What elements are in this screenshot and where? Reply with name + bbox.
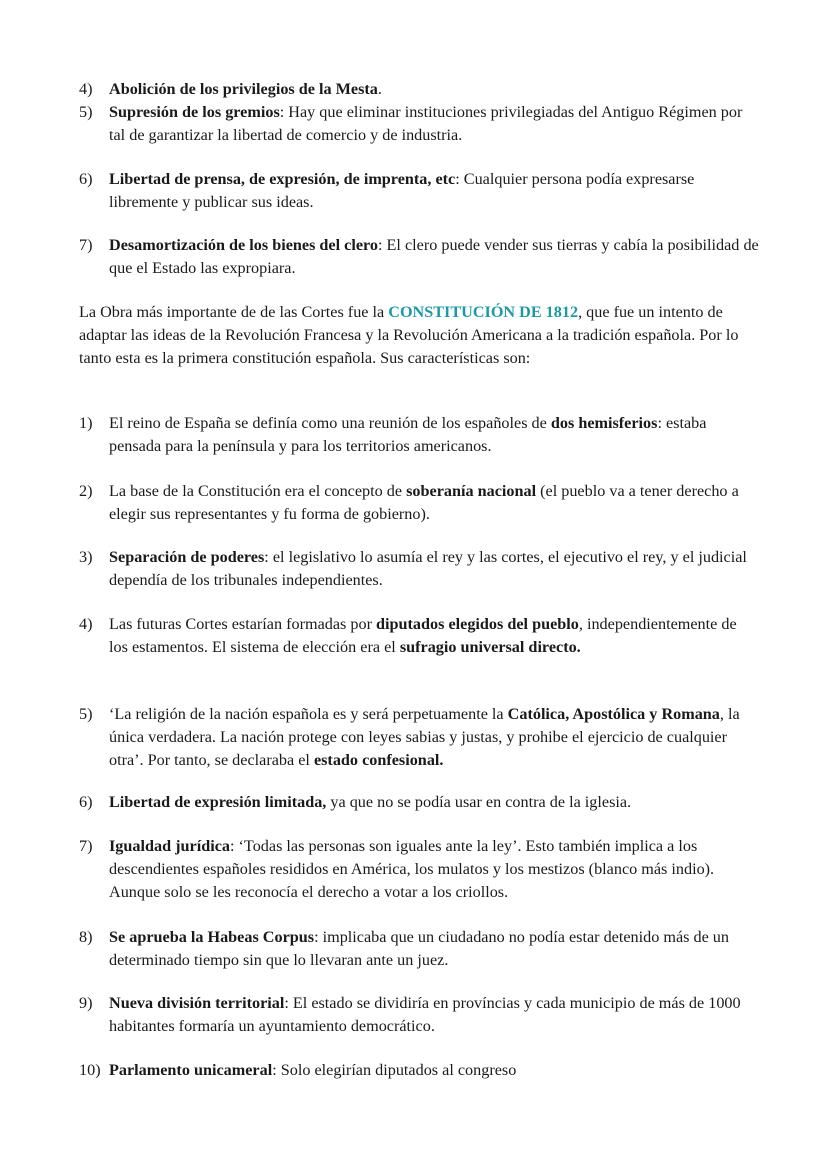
item-emphasis: Igualdad jurídica (109, 837, 230, 855)
item-emphasis: soberanía nacional (406, 482, 537, 500)
item-emphasis: Libertad de expresión limitada, (109, 793, 327, 811)
item-text: : El clero puede vender sus tierras y cabía la posibilidad de que el Estado las expropiara. (109, 236, 759, 277)
list-item (79, 168, 759, 214)
item-text: , independientemente de los estamentos. El sistema de elección era el (109, 615, 737, 656)
item-emphasis: estado confesional. (313, 751, 444, 769)
item-heading: Desamortización de los bienes del clero (109, 236, 378, 254)
list-item (79, 480, 759, 526)
item-text: : El estado se dividiría en províncias y cada municipio de más de 1000 habitantes formaría un ayuntamiento democrático. (109, 994, 741, 1035)
list-number: 10) (79, 1061, 101, 1079)
list-number: 5) (79, 103, 93, 121)
list-number: 3) (79, 548, 93, 566)
item-text: Las futuras Cortes estarían formadas por (109, 615, 377, 633)
item-heading: Abolición de los privilegios de la Mesta (109, 80, 378, 98)
item-emphasis: Se aprueba la Habeas Corpus (109, 928, 315, 946)
list-number: 4) (79, 80, 93, 98)
list-item (79, 703, 759, 772)
list-number: 1) (79, 414, 93, 432)
list-item (79, 546, 759, 592)
item-heading: Supresión de los gremios (109, 103, 280, 121)
list-number: 9) (79, 994, 93, 1012)
item-emphasis: Separación de poderes (109, 548, 265, 566)
list-number: 6) (79, 170, 93, 188)
item-text: : Hay que eliminar instituciones privilegiadas del Antiguo Régimen por tal de garantizar la libertad de comercio y de industria. (109, 103, 743, 144)
item-emphasis: Católica, Apostólica y Romana (507, 705, 720, 723)
item-text: (el pueblo va a tener derecho a elegir sus representantes y fu forma de gobierno). (109, 482, 739, 523)
item-text: : ‘Todas las personas son iguales ante la ley’. Esto también implica a los descendientes españoles resididos en América, los mulatos y los mestizos (blanco más indio). Aunque solo se les reconocía el derecho a votar a los criollos. (109, 837, 715, 901)
item-text: . (377, 80, 382, 98)
list-number: 5) (79, 705, 93, 723)
list-number: 8) (79, 928, 93, 946)
list-item (79, 835, 759, 904)
list-item (79, 791, 759, 814)
list-number: 7) (79, 837, 93, 855)
list-number: 7) (79, 236, 93, 254)
list-item (79, 412, 759, 458)
list-number: 4) (79, 615, 93, 633)
item-heading: Libertad de prensa, de expresión, de imprenta, etc (109, 170, 456, 188)
item-emphasis: Nueva división territorial (109, 994, 285, 1012)
constitution-highlight: CONSTITUCIÓN DE 1812 (388, 303, 579, 321)
item-emphasis: sufragio universal directo. (399, 638, 581, 656)
item-emphasis: Parlamento unicameral (109, 1061, 273, 1079)
item-emphasis: dos hemisferios (550, 414, 658, 432)
item-text: : implicaba que un ciudadano no podía estar detenido más de un determinado tiempo sin que lo llevaran ante un juez. (109, 928, 729, 969)
item-text: : estaba pensada para la península y para los territorios americanos. (109, 414, 707, 455)
item-text: : Cualquier persona podía expresarse libremente y publicar sus ideas. (109, 170, 695, 211)
list-number: 2) (79, 482, 93, 500)
item-text: , la única verdadera. La nación protege con leyes sabias y justas, y prohibe el ejercicio de cualquier otra’. Por tanto, se declaraba el (109, 705, 740, 769)
item-text: La base de la Constitución era el concepto de (109, 482, 407, 500)
list-item (79, 1059, 759, 1082)
list-item (79, 926, 759, 972)
item-emphasis: diputados elegidos del pueblo (376, 615, 579, 633)
list-number: 6) (79, 793, 93, 811)
list-item (79, 234, 759, 280)
item-text: : Solo elegirían diputados al congreso (272, 1061, 517, 1079)
list-item (79, 613, 759, 659)
list-item (79, 992, 759, 1038)
item-text: ‘La religión de la nación española es y será perpetuamente la (109, 705, 508, 723)
item-text: ya que no se podía usar en contra de la iglesia. (326, 793, 632, 811)
intro-text-b: , que fue un intento de adaptar las ideas de la Revolución Francesa y la Revolución Americana a la tradición española. Por lo tanto esta es la primera constitución española. Sus características son: (79, 303, 739, 367)
list-item (79, 101, 759, 147)
intro-paragraph (79, 301, 759, 370)
intro-text-a: La Obra más importante de de las Cortes fue la (79, 303, 389, 321)
item-text: El reino de España se definía como una reunión de los españoles de (109, 414, 551, 432)
item-text: : el legislativo lo asumía el rey y las cortes, el ejecutivo el rey, y el judicial dependía de los tribunales independientes. (109, 548, 747, 589)
list-item (79, 78, 759, 101)
